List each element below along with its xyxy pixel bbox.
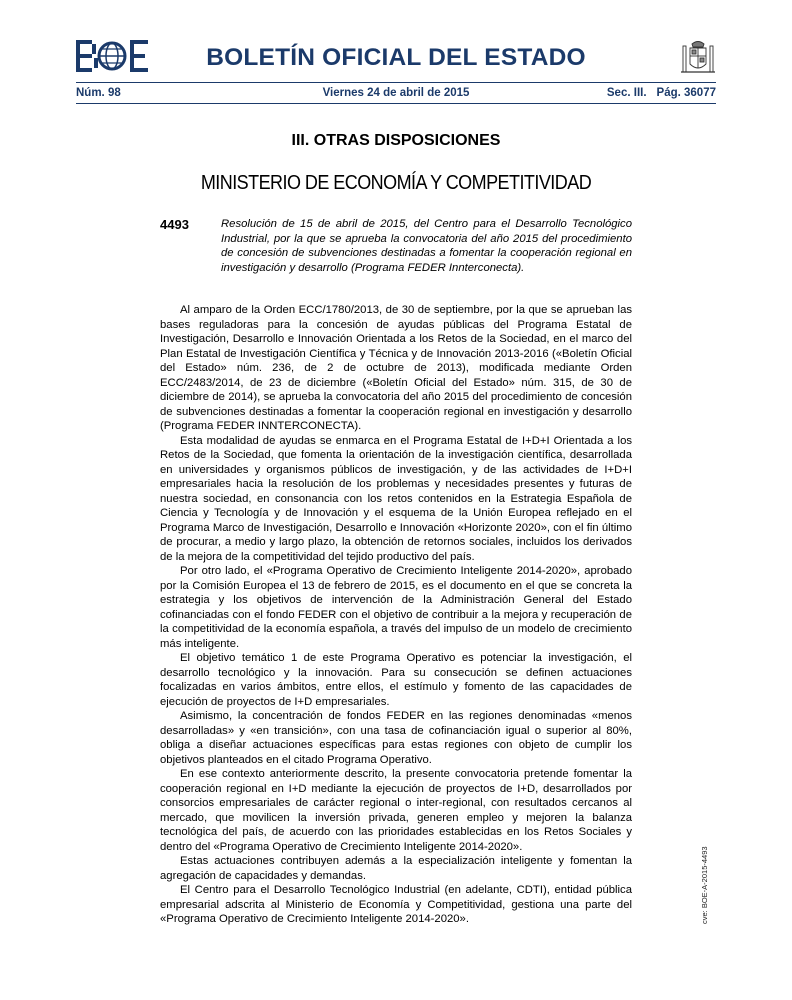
resolution-summary: Resolución de 15 de abril de 2015, del Centro para el Desarrollo Tecnológico Industrial, por la que se aprueba la convocatoria del año 2015 del procedimiento de concesión de subvenciones destinadas a fomentar la cooperación regional en investigación y desarrollo (Programa FEDER Innterconecta). — [221, 218, 632, 274]
paragraph: El Centro para el Desarrollo Tecnológico Industrial (en adelante, CDTI), entidad pública empresarial adscrita al Ministerio de Economía y Competitividad, gestiona una parte del «Programa Operativo de Crecimiento Inteligente 2014-2020». — [160, 884, 632, 925]
paragraph: Al amparo de la Orden ECC/1780/2013, de 30 de septiembre, por la que se aprueban las bases reguladoras para la concesión de ayudas públicas del Programa Estatal de Investigación, Desarrollo e Innovación Orientada a los Retos de la Sociedad, en el marco del Plan Estatal de Investigación Científica y Técnica y de Innovación 2013-2016 («Boletín Oficial del Estado» núm. 236, de 2 de octubre de 2013), modificada mediante Orden ECC/2483/2014, de 23 de diciembre («Boletín Oficial del Estado» núm. 315, de 30 de diciembre de 2014), se aprueba la convocatoria del año 2015 del procedimiento de concesión de subvenciones destinadas a fomentar la cooperación regional en investigación y desarrollo (Programa FEDER INNTERCONECTA). — [160, 304, 632, 432]
issue-number: Núm. 98 — [76, 87, 121, 99]
paragraph: Asimismo, la concentración de fondos FEDER en las regiones denominadas «menos desarrolladas» y «en transición», con una tasa de cofinanciación igual o superior al 80%, obliga a diseñar actuaciones específicas para estas regiones con objeto de cumplir los objetivos planteados en el citado Programa Operativo. — [160, 710, 632, 766]
page-label: Pág. 36077 — [656, 87, 716, 99]
spain-coat-of-arms-icon — [680, 38, 716, 76]
section-page — [597, 87, 716, 99]
paragraph: Por otro lado, el «Programa Operativo de Crecimiento Inteligente 2014-2020», aprobado por la Comisión Europea el 13 de febrero de 2015, es el documento en el que se concreta la estrategia y los objetivos de intervención de la Administración General del Estado cofinanciadas con el fondo FEDER con el objetivo de contribuir a la mejora y recuperación de la competitividad de la economía española, a través del impulso de un modelo de crecimiento más inteligente. — [160, 565, 632, 650]
paragraph: Estas actuaciones contribuyen además a la especialización inteligente y fomentan la agregación de capacidades y demandas. — [160, 855, 632, 882]
cve-identifier: cve: BOE-A-2015-4493 — [700, 846, 709, 924]
item-number: 4493 — [160, 217, 189, 232]
ministry-title: MINISTERIO DE ECONOMÍA Y COMPETITIVIDAD — [200, 172, 592, 194]
paragraph: Esta modalidad de ayudas se enmarca en el Programa Estatal de I+D+I Orientada a los Retos de la Sociedad, que fomenta la orientación de la investigación científica, desarrollada en universidades y organismos públicos de investigación, y de las actividades de I+D+I empresariales hacia la resolución de los problemas y necesidades presentes y futuras de nuestra sociedad, en consonancia con los retos contenidos en la Estrategia Española de Ciencia y Tecnología y de Innovación y el esquema de la Unión Europea reflejado en el Programa Marco de Investigación, Desarrollo e Innovación «Horizonte 2020», con el fin último de procurar, a medio y largo plazo, la obtención de retornos sociales, incluidos los derivados de la mejora de la competitividad del tejido productivo del país. — [160, 434, 632, 563]
page-title: BOLETÍN OFICIAL DEL ESTADO — [206, 44, 586, 71]
header-bottom-rule — [76, 103, 716, 104]
boe-logo-icon — [76, 40, 148, 72]
body-text — [160, 303, 632, 927]
header-top-rule — [76, 82, 716, 83]
section-label: Sec. III. — [606, 87, 647, 99]
paragraph: En ese contexto anteriormente descrito, la presente convocatoria pretende fomentar la cooperación regional en I+D mediante la ejecución de proyectos de I+D, desarrollados por consorcios empresariales de carácter regional o inter-regional, con resultados cercanos al mercado, que movilicen la inversión privada, generen empleo y mejoren la balanza tecnológica del país, de acuerdo con las prioridades establecidas en los Retos Sociales y dentro del «Programa Operativo de Crecimiento Inteligente 2014-2020». — [160, 768, 632, 853]
paragraph: El objetivo temático 1 de este Programa Operativo es potenciar la investigación, el desarrollo tecnológico y la innovación. Para su consecución se definen actuaciones focalizadas en varios ámbitos, entre ellos, el estímulo y fomento de las capacidades de ejecución de proyectos de I+D empresariales. — [160, 652, 632, 708]
section-title: III. OTRAS DISPOSICIONES — [291, 132, 501, 149]
issue-date: Viernes 24 de abril de 2015 — [322, 87, 470, 99]
